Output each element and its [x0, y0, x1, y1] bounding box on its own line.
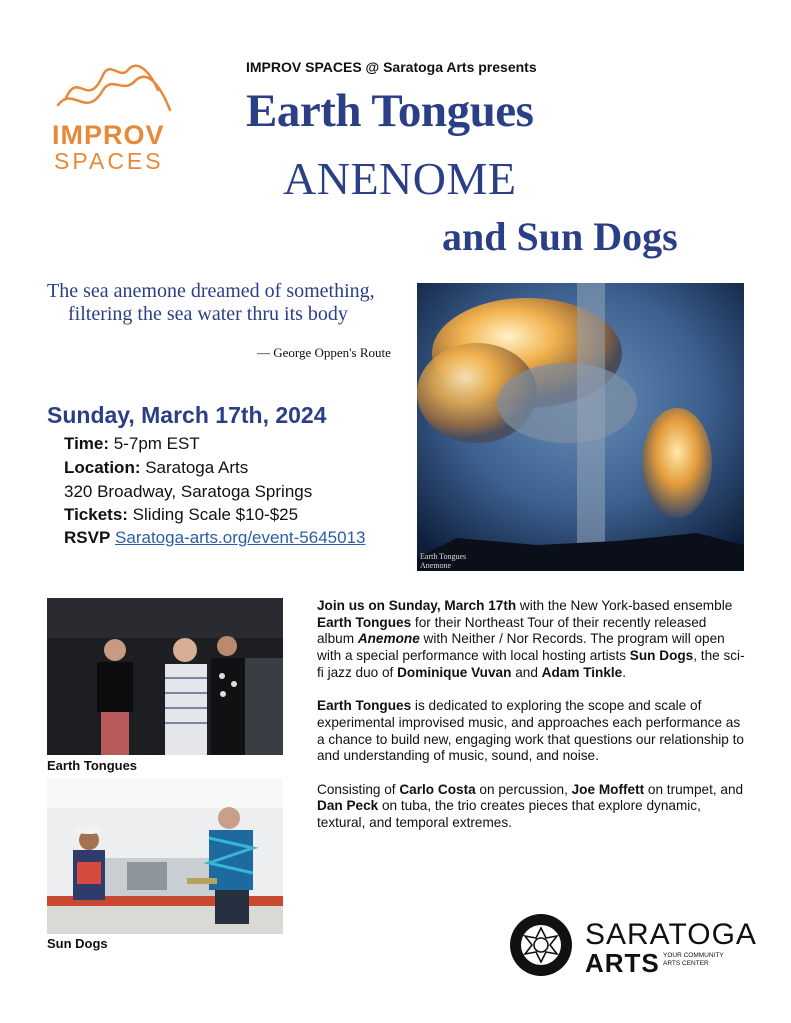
description-run: is dedicated to exploring the scope and scale of experimental improvised music, and approaches each performance as a chance to build new, engaging work that questions our relationship to and understanding of music, sound, and noise. [317, 698, 744, 764]
saratoga-arts-tagline-1: YOUR COMMUNITY [663, 952, 724, 959]
description-run: Anemone [357, 631, 420, 647]
description-run: on tuba, the trio creates pieces that explore dynamic, textural, and temporal extremes. [317, 798, 701, 831]
hero-caption-line2: Anemone [420, 561, 452, 570]
info-location [64, 458, 248, 478]
saratoga-arts-tagline-2: ARTS CENTER [663, 960, 709, 967]
saratoga-arts-name-line1: SARATOGA [585, 918, 757, 951]
description-run: Carlo Costa [399, 781, 476, 797]
description-run: Dominique Vuvan [397, 664, 512, 680]
description-run: Dan Peck [317, 798, 379, 814]
location-label: Location: [64, 458, 141, 477]
rsvp-label: RSVP [64, 528, 111, 547]
description-paragraph-3 [317, 782, 747, 832]
saratoga-arts-logo-mark [508, 912, 574, 978]
quote-attribution: — George Oppen's Route [257, 345, 391, 360]
tickets-label: Tickets: [64, 505, 128, 524]
description-run: Consisting of [317, 781, 400, 797]
time-label: Time: [64, 434, 110, 453]
event-title: Earth Tongues [246, 85, 534, 137]
description-run: , the sci-fi jazz duo of [317, 648, 745, 680]
sun-dogs-photo [47, 778, 283, 934]
description-run: with Neither / Nor Records. The program will open with a special performance with local hosting artists [317, 631, 725, 664]
info-address: 320 Broadway, Saratoga Springs [64, 482, 313, 501]
description-run: on percussion, [475, 781, 572, 797]
band-photo-icon [47, 598, 283, 755]
description-run: Join us on Sunday, March 17th [317, 598, 517, 613]
description-run: Adam Tinkle [541, 664, 623, 680]
presenter-line: IMPROV SPACES @ Saratoga Arts presents [246, 59, 537, 75]
description-run: Earth Tongues [317, 614, 412, 630]
event-date: Sunday, March 17th, 2024 [47, 402, 327, 428]
description-run: and [511, 664, 542, 680]
description-run: Earth Tongues [317, 698, 412, 714]
description-run: for their Northeast Tour of their recently released album [317, 614, 707, 647]
rsvp-link[interactable]: Saratoga-arts.org/event-5645013 [115, 528, 366, 547]
sun-dogs-caption: Sun Dogs [47, 936, 108, 951]
event-subtitle-2: and Sun Dogs [442, 214, 678, 259]
duo-photo-icon [47, 778, 283, 934]
description-run: with the New York-based ensemble [516, 598, 733, 613]
earth-tongues-caption: Earth Tongues [47, 758, 138, 773]
location-value: Saratoga Arts [140, 458, 249, 477]
saratoga-arts-emblem-icon [508, 912, 574, 978]
description-run: Sun Dogs [629, 648, 694, 664]
time-value: 5-7pm EST [109, 434, 200, 453]
cloud-image-icon [417, 283, 744, 571]
hero-caption-line1: Earth Tongues [420, 552, 467, 561]
description-paragraph-2 [317, 698, 747, 765]
description-run: on trumpet, and [644, 781, 744, 797]
improv-logo-line1: IMPROV [52, 120, 165, 150]
improv-spaces-logo [48, 50, 178, 180]
description-run: . [622, 664, 627, 680]
description-run: Joe Moffett [571, 781, 645, 797]
hero-image [417, 283, 744, 571]
quote-line-2: filtering the sea water thru its body [68, 303, 348, 325]
saratoga-arts-name-line2: ARTS [585, 948, 660, 978]
info-rsvp [64, 528, 365, 548]
tickets-value: Sliding Scale $10-$25 [127, 505, 299, 524]
info-time [64, 434, 200, 454]
earth-tongues-photo [47, 598, 283, 755]
description-text [317, 598, 747, 849]
quote-line-1: The sea anemone dreamed of something, [47, 280, 375, 302]
improv-logo-line2: SPACES [54, 148, 164, 174]
info-tickets [64, 505, 298, 525]
event-subtitle: ANENOME [283, 153, 517, 204]
description-paragraph-1 [317, 598, 747, 682]
